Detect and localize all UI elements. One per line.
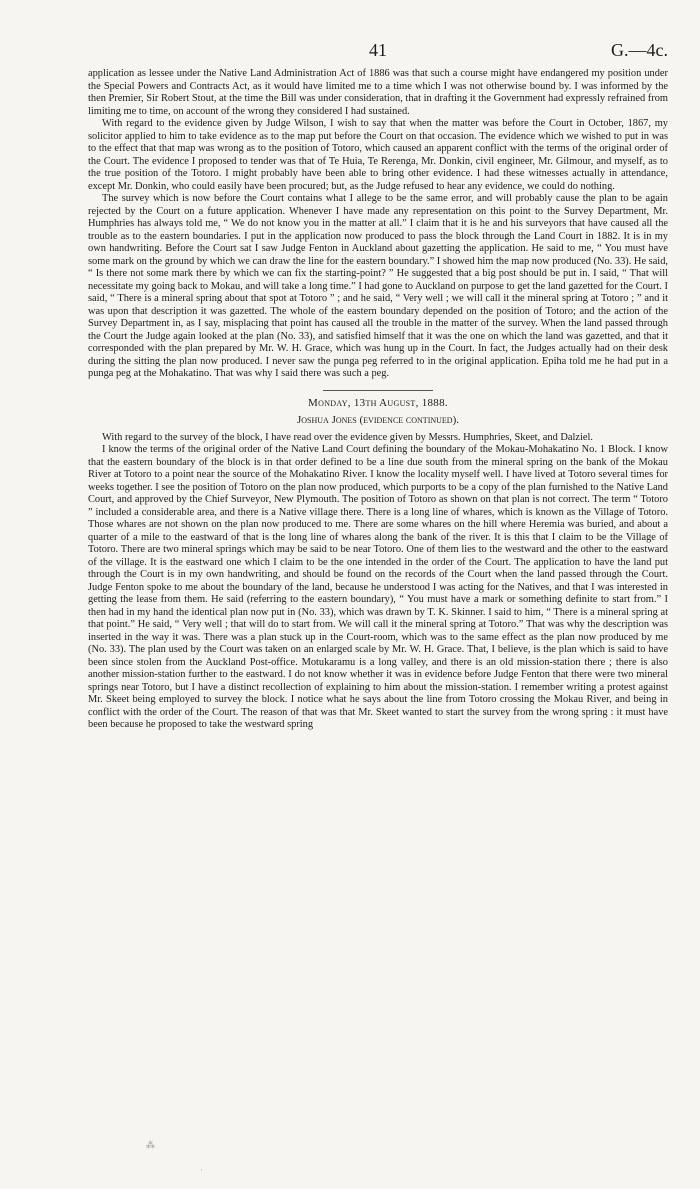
date-heading: Monday, 13th August, 1888. [308, 396, 448, 409]
document-reference: G.—4c. [611, 40, 668, 60]
ink-smudge: ⁂ [146, 1140, 155, 1150]
document-page [88, 40, 668, 732]
paragraph: With regard to the evidence given by Judge Wilson, I wish to say that when the matter was before the Court in October, 1867, my solicitor applied to him to take evidence as to the map put before the Court on that occasion. The evidence which we wished to put in was to the effect that that map was wrong as to the position of Totoro, which caused an apparent conflict with the terms of the original order of the Court. The evidence I proposed to tender was that of Te Huia, Te Rerenga, Mr. Donkin, civil engineer, Mr. Gilmour, and myself, as to the true position of the Totoro. I might probably have been able to bring other evidence. I had these witnesses actually in attendance, except Mr. Donkin, who could easily have been procured; but, as the Judge refused to hear any evidence, we could do nothing. [88, 118, 668, 192]
ink-smudge: · [200, 1165, 203, 1175]
witness-heading: Joshua Jones (evidence continued). [297, 413, 459, 426]
page-number: 41 [369, 40, 387, 60]
paragraph: With regard to the survey of the block, I have read over the evidence given by Messrs. Humphries, Skeet, and Dalziel. [102, 431, 593, 443]
page-header [88, 40, 668, 68]
section-divider [323, 390, 433, 391]
paragraph: I know the terms of the original order of the Native Land Court defining the boundary of the Mokau-Mohakatino No. 1 Block. I know that the eastern boundary of the block is in that order defined to be a line due south from the mineral spring on the bank of the Mokau River at Totoro to a point near the source of the Mohakatino River. I know the locality myself well. I have lived at Totoro several times for weeks together. I see the position of Totoro on the plan now produced, which purports to be a copy of the plan furnished to the Native Land Court, and approved by the Chief Surveyor, New Plymouth. The position of Totoro as shown on that plan is not correct. The term “ Totoro ” included a considerable area, and there is a Native village there. There is a long line of whares, which is known as the Village of Totoro. Those whares are not shown on the plan now produced to me. There are some whares on the hill where Heremia was buried, and about a quarter of a mile to the eastward of that is the long line of whares along the bank of the river. It is this that I claim to be the Village of Totoro. There are two mineral springs which may be said to be near Totoro. One of them lies to the westward and the other to the eastward of the village. It is the eastward one which I claim to be the one intended in the order of the Court. The application to have the land put through the Court is in my own handwriting, and should be found on the records of the Court when the land passed through the Court. Judge Fenton spoke to me about the boundary of the land, because he understood I was acting for the Natives, and that I was interested in getting the lease from them. He said (referring to the eastern boundary), “ You must have a mark or something definite to start from.” I then had in my hand the identical plan now put in (No. 33), which was drawn by T. K. Skinner. I said to him, “ There is a mineral spring at that point.” He said, “ Very well ; that will do to start from. We will call it the mineral spring at Totoro.” That was why the description was inserted in the way it was. There was a plan stuck up in the Court-room, which was to the same effect as the plan now produced by me (No. 33). The plan used by the Court was taken on an enlarged scale by Mr. W. H. Grace. That, I believe, is the plan which is said to have been since stolen from the Auckland Post-office. Motukaramu is a long valley, and there is an old mission-station there ; there is also another mission-station further to the eastward. I do not know whether it was in evidence before Judge Fenton that there were two mineral springs near Totoro, but I have a distinct recollection of explaining to him about the mission-station. I remember writing a protest against Mr. Skeet being employed to survey the block. I notice what he says about the line from Totoro crossing the Mokau River, and being in conflict with the order of the Court. The reason of that was that Mr. Skeet wanted to start the survey from the wrong spring : it must have been because he proposed to take the westward spring [88, 444, 668, 730]
section-2 [88, 432, 668, 732]
paragraph: application as lessee under the Native Land Administration Act of 1886 was that such a course might have endangered my position under the Special Powers and Contracts Act, as it would have limited me to a time which I was not otherwise bound by. I was informed by the then Premier, Sir Robert Stout, at the time the Bill was under consideration, that in drafting it the Government had expressly refrained from limiting me to time, on account of the wrong they considered I had sustained. [88, 68, 668, 117]
section-1 [88, 68, 668, 381]
paragraph: The survey which is now before the Court contains what I allege to be the same error, and will probably cause the plan to be again rejected by the Court on a future application. Whenever I have made any representation on this point to the Survey Department, Mr. Humphries has always told me, “ We do not know you in the matter at all.” I claim that it is he and his surveyors that have caused all the trouble as to the eastern boundaries. I put in the application now produced to pass the block through the Land Court in 1882. It is in my own handwriting. Before the Court sat I saw Judge Fenton in Auckland about gazetting the application. He said to me, “ You must have some mark on the ground by which we can draw the line for the eastern boundary.” I showed him the map now produced (No. 33). He said, “ Is there not some mark there by which we can fix the starting-point? ” He suggested that a big post should be put in. I said, “ That will necessitate my going back to Mokau, and will take a long time.” I had gone to Auckland on purpose to get the land gazetted for the Court. I said, “ There is a mineral spring about that spot at Totoro ” ; and he said, “ Very well ; we will call it the mineral spring at Totoro ; ” and it was upon that description it was gazetted. The whole of the eastern boundary depended on the position of Totoro; and the action of the Survey Department in, as I say, misplacing that point has caused all the trouble in the matter of the survey. When the land passed through the Court the Judge again looked at the plan (No. 33), and satisfied himself that it was the one on which the land was gazetted, and that it corresponded with the plan prepared by Mr. W. H. Grace, which was hung up in the Court. In fact, the Judges actually had on their desk during the sitting the plan now produced. I never saw the punga peg referred to in the original application. Epiha told me he had put in a punga peg at the Mohakatino. That was why I said there was such a peg. [88, 193, 668, 379]
